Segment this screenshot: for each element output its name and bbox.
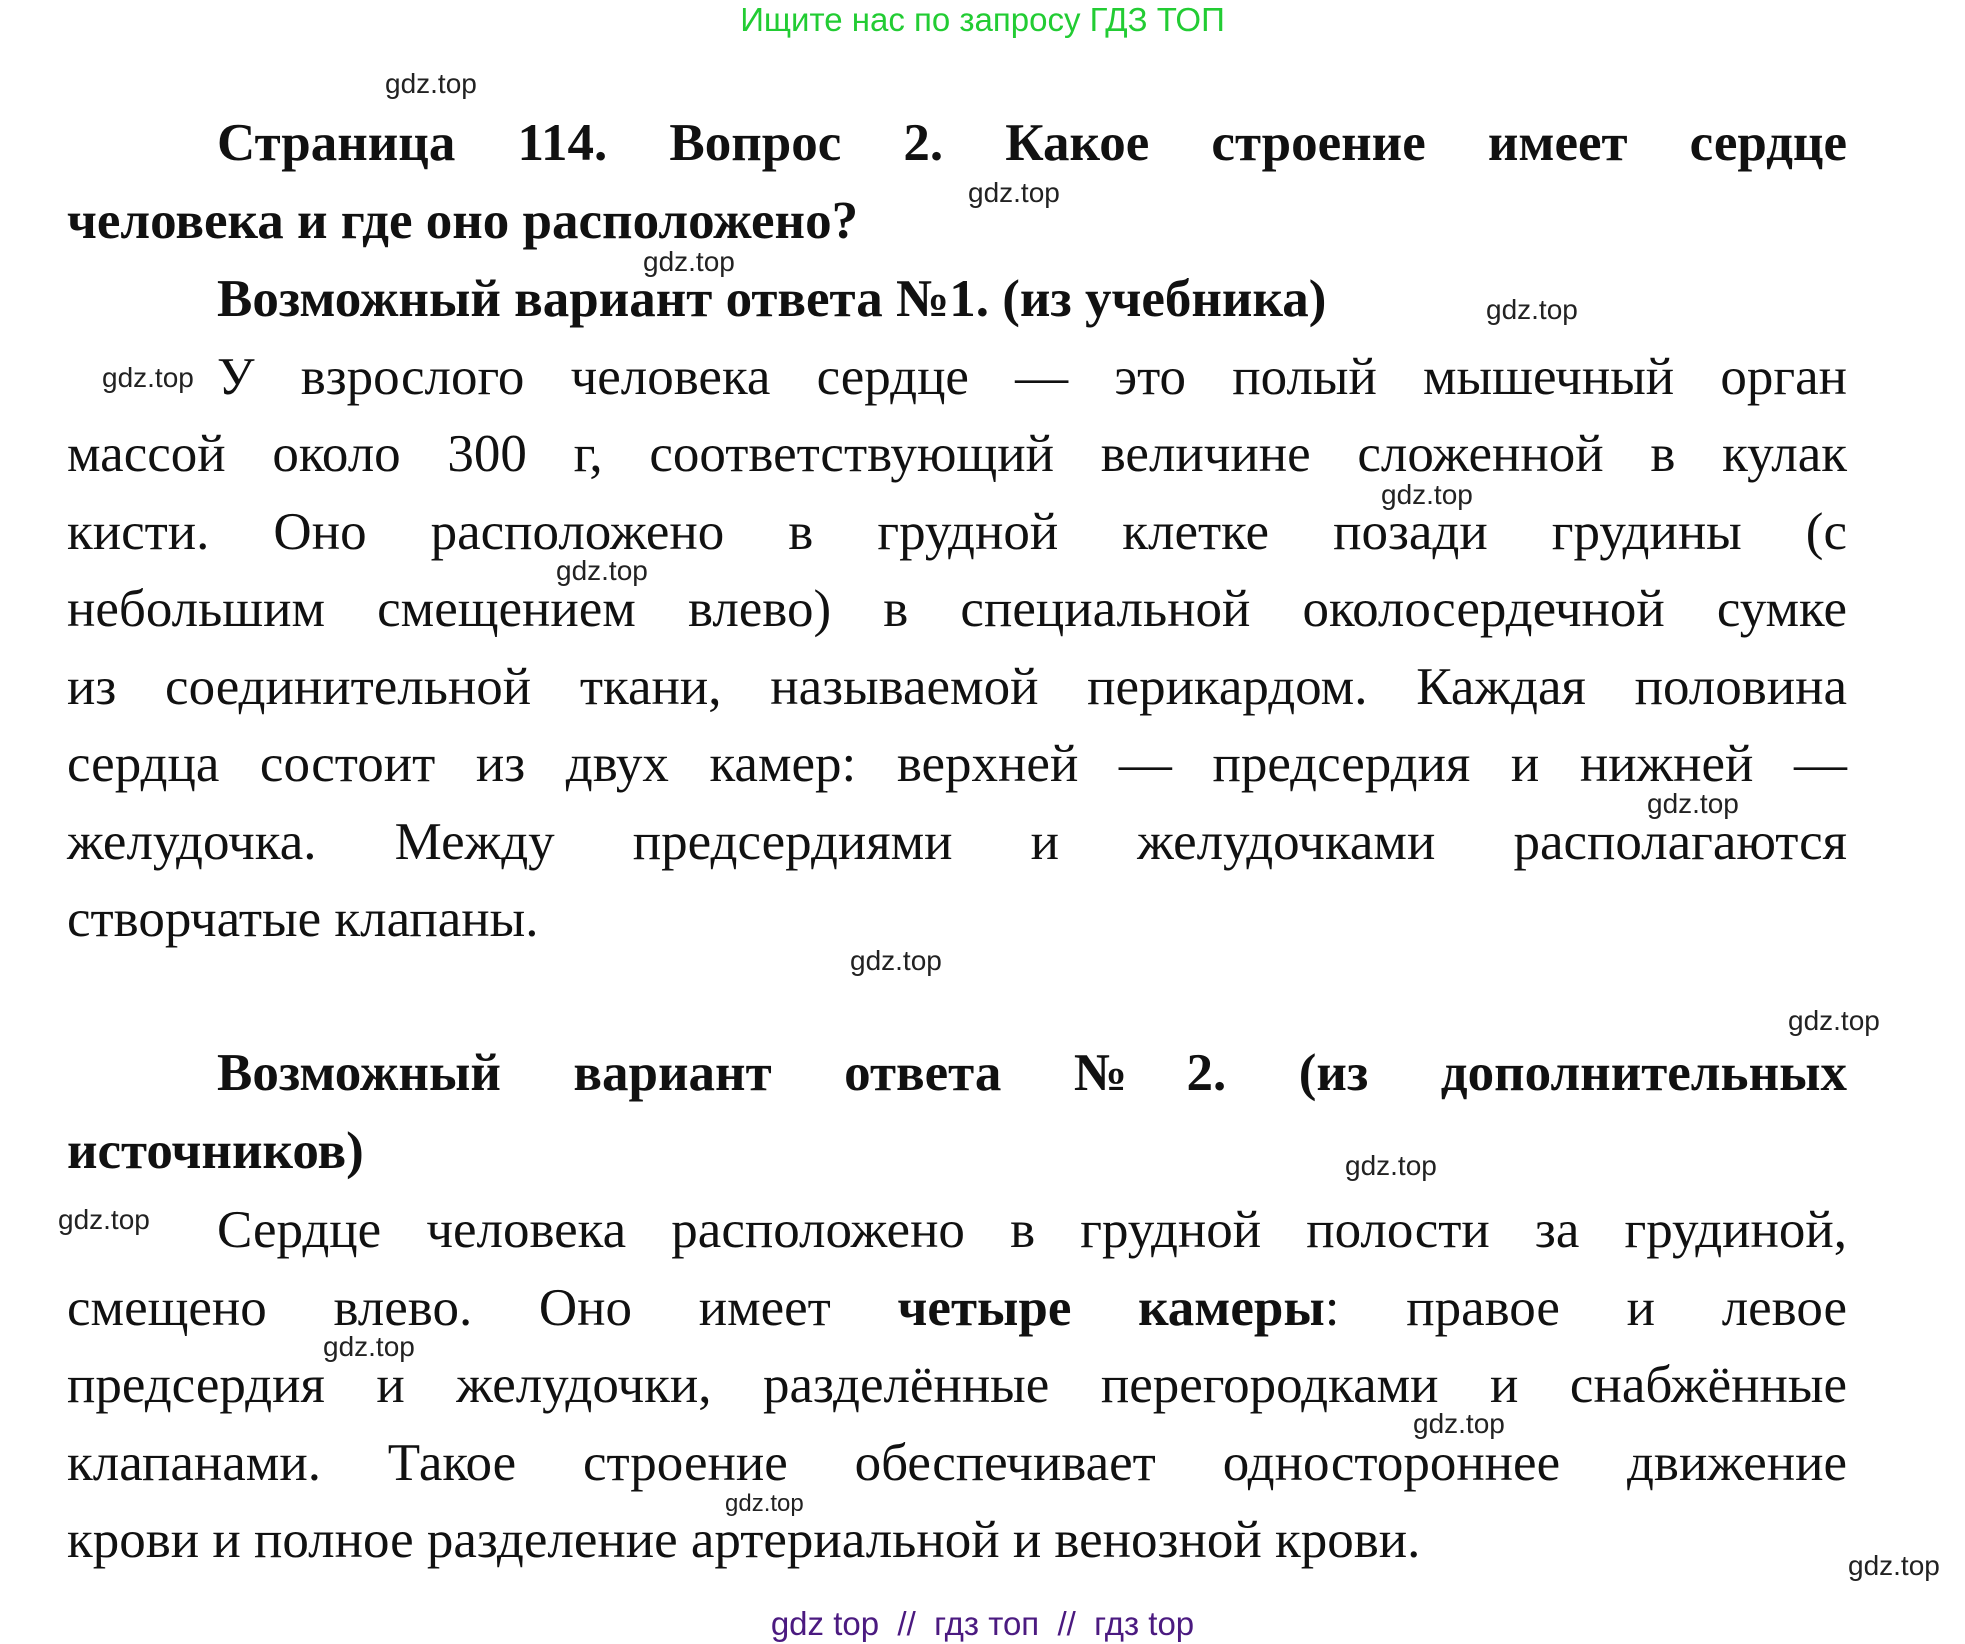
answer1-line: из соединительной ткани, называемой перикардом. Каждая половина — [67, 658, 1847, 716]
answer1-line: желудочка. Между предсердиями и желудочками располагаются — [67, 813, 1847, 871]
question-heading-line-2: человека и где оно расположено? — [67, 192, 859, 250]
answer2-line: крови и полное разделение артериальной и венозной крови. — [67, 1511, 1421, 1569]
text: : правое и левое — [1324, 1279, 1848, 1337]
answer2-heading-line-1: Возможный вариант ответа №2. (из дополнительных — [217, 1044, 1847, 1102]
footer-links[interactable]: gdz top // гдз топ // гдз top — [770, 1605, 1195, 1642]
watermark: gdz.top — [1647, 788, 1739, 819]
watermark: gdz.top — [725, 1490, 804, 1517]
search-banner: Ищите нас по запросу ГДЗ ТОП — [740, 1, 1225, 38]
watermark: gdz.top — [1788, 1005, 1880, 1036]
watermark: gdz.top — [1848, 1550, 1940, 1581]
answer1-line: У взрослого человека сердце — это полый мышечный орган — [217, 348, 1847, 406]
watermark: gdz.top — [850, 945, 942, 976]
answer1-line: массой около 300 г, соответствующий величине сложенной в кулак — [67, 425, 1847, 483]
watermark: gdz.top — [643, 246, 735, 277]
watermark: gdz.top — [323, 1331, 415, 1362]
answer1-line: сердца состоит из двух камер: верхней — предсердия и нижней — — [67, 735, 1847, 793]
watermark: gdz.top — [1381, 479, 1473, 510]
watermark: gdz.top — [1413, 1408, 1505, 1439]
answer2-line-emphasis — [67, 1277, 1847, 1339]
answer2-line: клапанами. Такое строение обеспечивает одностороннее движение — [67, 1434, 1847, 1492]
answer1-line: створчатые клапаны. — [67, 890, 539, 948]
answer1-heading: Возможный вариант ответа №1. (из учебника) — [217, 270, 1327, 328]
watermark: gdz.top — [58, 1204, 150, 1235]
watermark: gdz.top — [1486, 294, 1578, 325]
answer2-heading-line-2: источников) — [67, 1122, 364, 1180]
question-heading-line-1: Страница 114. Вопрос 2. Какое строение имеет сердце — [217, 114, 1847, 172]
watermark: gdz.top — [556, 555, 648, 586]
answer2-line: предсердия и желудочки, разделённые перегородками и снабжённые — [67, 1356, 1847, 1414]
bold-term: четыре камеры — [897, 1279, 1325, 1337]
text: смещено влево. Оно имеет — [67, 1279, 898, 1337]
watermark: gdz.top — [968, 177, 1060, 208]
answer1-line: небольшим смещением влево) в специальной околосердечной сумке — [67, 580, 1847, 638]
watermark: gdz.top — [1345, 1150, 1437, 1181]
watermark: gdz.top — [385, 68, 477, 99]
answer1-line: кисти. Оно расположено в грудной клетке позади грудины (с — [67, 503, 1847, 561]
answer2-line: Сердце человека расположено в грудной полости за грудиной, — [217, 1201, 1847, 1259]
watermark: gdz.top — [102, 362, 194, 393]
